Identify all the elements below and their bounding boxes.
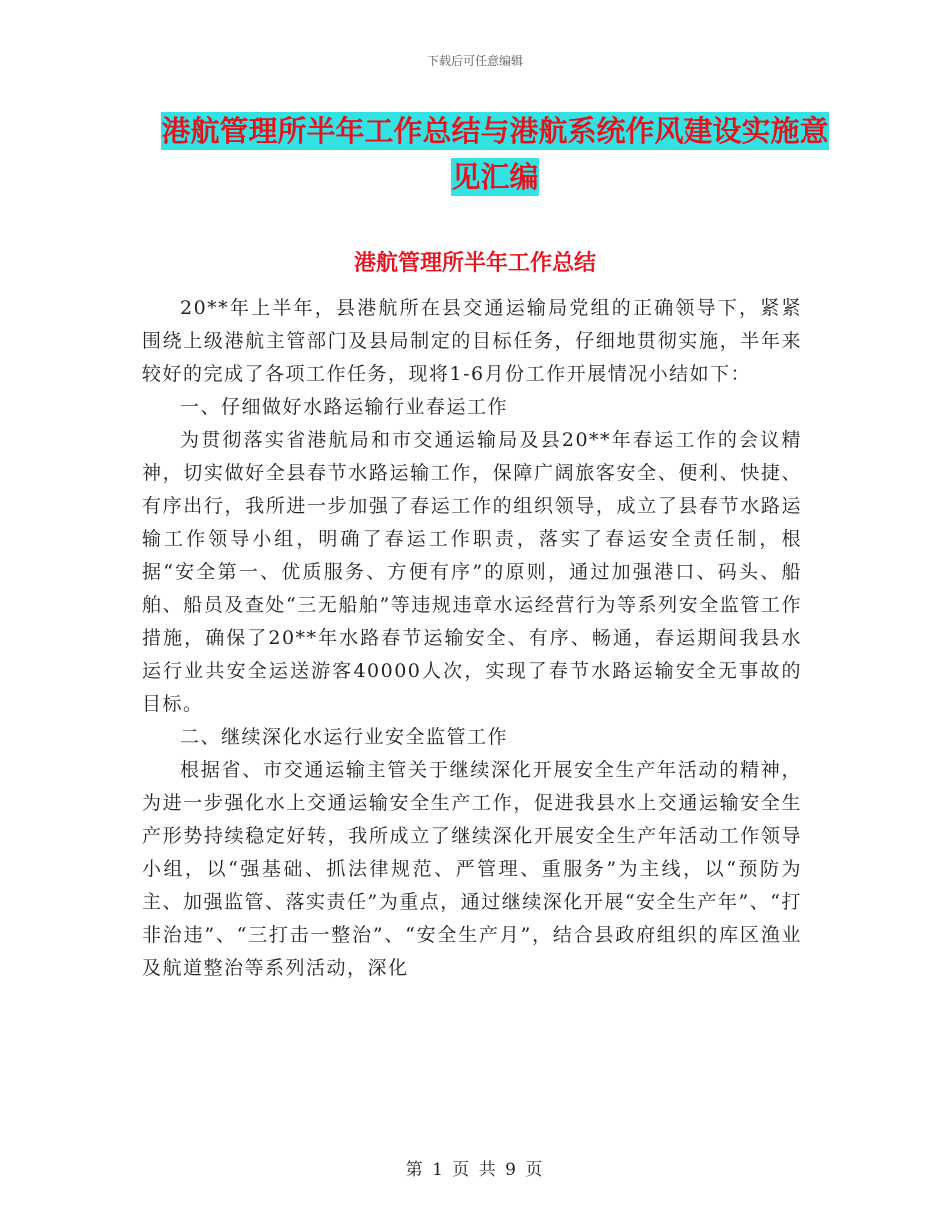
- paragraph-heading: 二、继续深化水运行业安全监管工作: [180, 726, 509, 748]
- document-title-line1: 港航管理所半年工作总结与港航系统作风建设实施意: [161, 114, 829, 148]
- paragraph: 为贯彻落实省港航局和市交通运输局及县20**年春运工作的会议精神，切实做好全县春节水路运输工作，保障广阔旅客安全、便利、快捷、有序出行，我所进一步加强了春运工作的组织领导，成立了县春节水路运输工作领导小组，明确了春运工作职责，落实了春运安全责任制，根据“安全第一、优质服务、方便有序”的原则，通过加强港口、码头、船舶、船员及查处“三无船舶”等违规违章水运经营行为等系列安全监管工作措施，确保了20**年水路春节运输安全、有序、畅通，春运期间我县水运行业共安全运送游客40000人次，实现了春节水路运输安全无事故的目标。: [142, 429, 802, 715]
- page-number-footer: 第 1 页 共 9 页: [405, 1160, 545, 1180]
- header-note: 下载后可任意编辑: [426, 54, 523, 68]
- document-title-line2: 见汇编: [451, 160, 539, 194]
- document-title: [150, 108, 840, 200]
- paragraph: 根据省、市交通运输主管关于继续深化开展安全生产年活动的精神，为进一步强化水上交通运输安全生产工作，促进我县水上交通运输安全生产形势持续稳定好转，我所成立了继续深化开展安全生产年活动工作领导小组，以“强基础、抓法律规范、严管理、重服务”为主线，以“预防为主、加强监管、落实责任”为重点，通过继续深化开展“安全生产年”、“打非治违”、“三打击一整治”、“安全生产月”，结合县政府组织的库区渔业及航道整治等系列活动，深化: [142, 759, 802, 979]
- paragraph-heading: 一、仔细做好水路运输行业春运工作: [180, 396, 509, 418]
- paragraph: 20**年上半年，县港航所在县交通运输局党组的正确领导下，紧紧围绕上级港航主管部门及县局制定的目标任务，仔细地贯彻实施，半年来较好的完成了各项工作任务，现将1-6月份工作开展情况小结如下：: [142, 297, 802, 385]
- body-text: [142, 292, 802, 985]
- section-title: 港航管理所半年工作总结: [353, 251, 596, 276]
